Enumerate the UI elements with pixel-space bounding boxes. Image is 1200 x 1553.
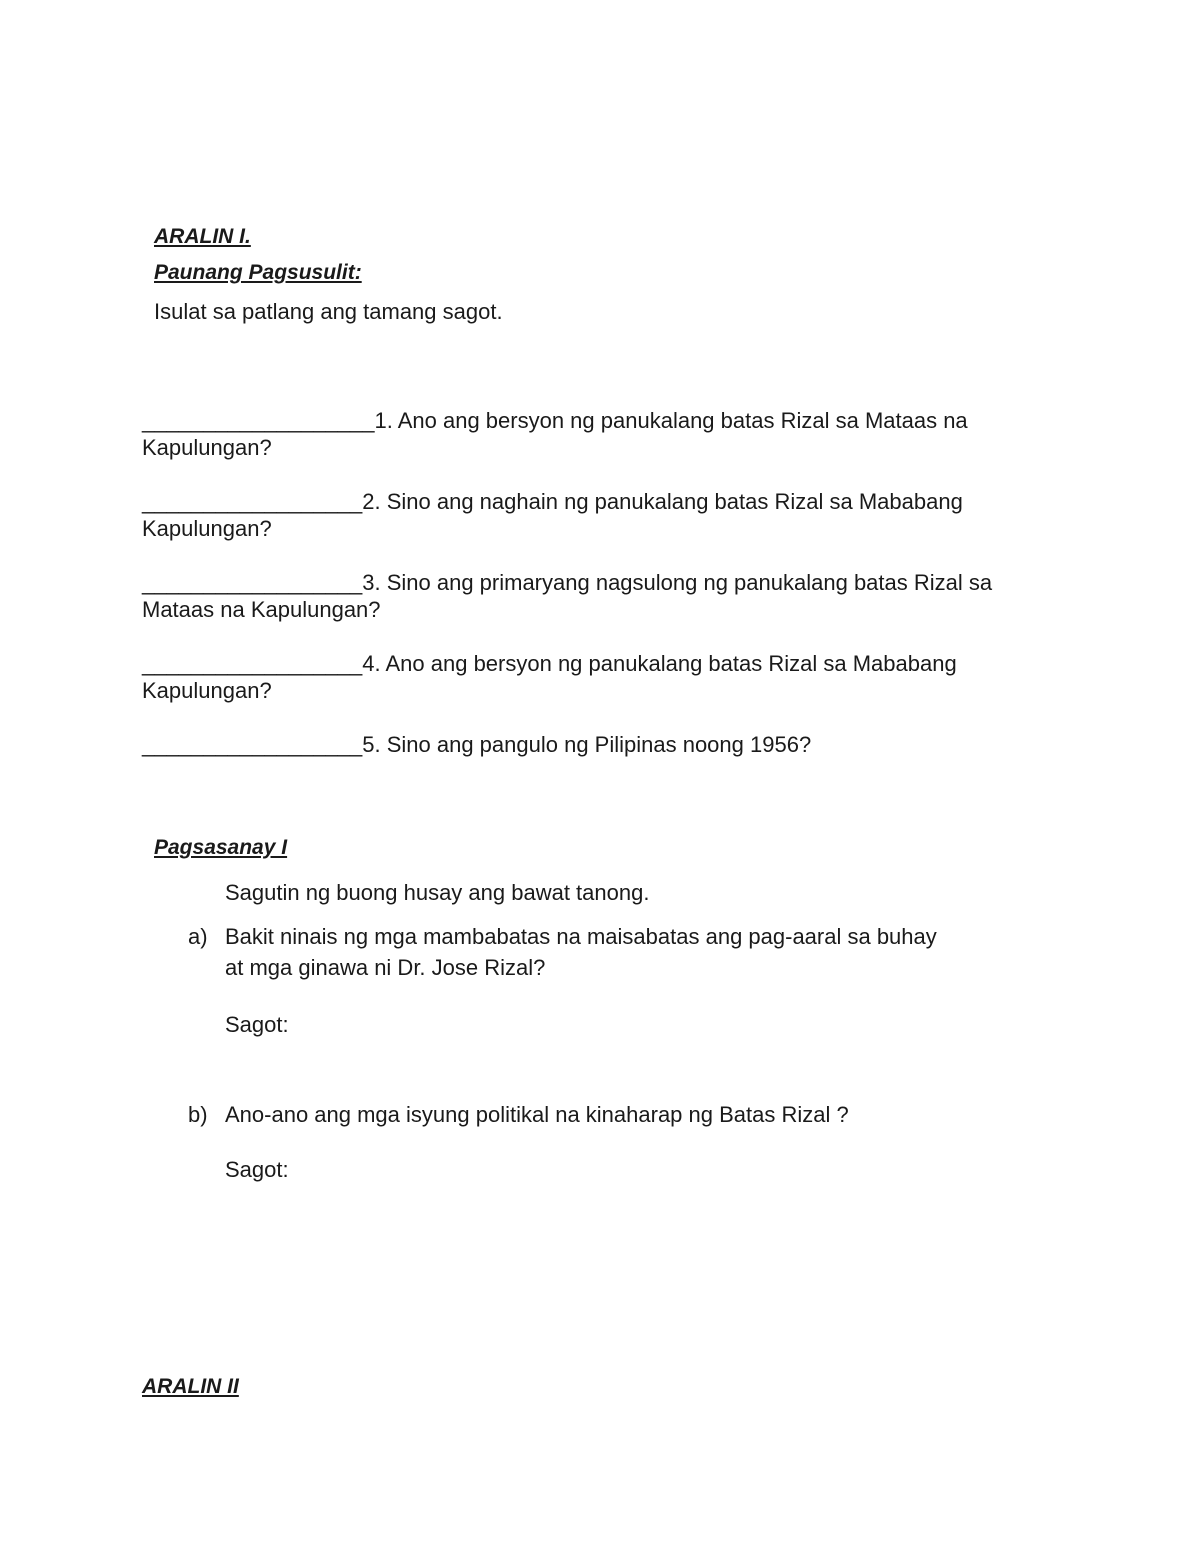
pretest-question-5 bbox=[142, 731, 1062, 758]
answer-blank[interactable]: __________________ bbox=[142, 570, 363, 595]
item-question: Bakit ninais ng mga mambabatas na maisabatas ang pag-aaral sa buhay bbox=[225, 924, 937, 949]
answer-label: Sagot: bbox=[225, 1012, 289, 1037]
question-text: 3. Sino ang primaryang nagsulong ng panukalang batas Rizal sa bbox=[362, 570, 993, 595]
answer-label: Sagot: bbox=[225, 1157, 289, 1182]
item-question-continued: at mga ginawa ni Dr. Jose Rizal? bbox=[225, 955, 546, 980]
question-text-continued: Kapulungan? bbox=[142, 435, 272, 460]
item-marker: b) bbox=[188, 1102, 208, 1127]
question-text-continued: Kapulungan? bbox=[142, 516, 272, 541]
question-text: 5. Sino ang pangulo ng Pilipinas noong 1956? bbox=[362, 732, 812, 757]
pretest-title: Paunang Pagsusulit: bbox=[154, 261, 362, 284]
answer-blank[interactable]: ___________________ bbox=[142, 408, 375, 433]
pretest-question-2 bbox=[142, 488, 1062, 542]
question-text: 4. Ano ang bersyon ng panukalang batas Rizal sa Mababang bbox=[362, 651, 957, 676]
answer-blank[interactable]: __________________ bbox=[142, 651, 363, 676]
item-marker: a) bbox=[188, 924, 208, 949]
pretest-question-3 bbox=[142, 569, 1062, 623]
pretest-question-1 bbox=[142, 407, 1062, 461]
question-text: 1. Ano ang bersyon ng panukalang batas Rizal sa Mataas na bbox=[374, 408, 968, 433]
exercise-instruction: Sagutin ng buong husay ang bawat tanong. bbox=[225, 880, 650, 905]
question-text: 2. Sino ang naghain ng panukalang batas Rizal sa Mababang bbox=[362, 489, 963, 514]
question-text-continued: Mataas na Kapulungan? bbox=[142, 597, 381, 622]
pretest-instruction: Isulat sa patlang ang tamang sagot. bbox=[154, 299, 503, 324]
answer-blank[interactable]: __________________ bbox=[142, 732, 363, 757]
answer-blank[interactable]: __________________ bbox=[142, 489, 363, 514]
lesson2-title: ARALIN II bbox=[142, 1375, 239, 1398]
question-text-continued: Kapulungan? bbox=[142, 678, 272, 703]
exercise-title: Pagsasanay I bbox=[154, 836, 288, 859]
item-question: Ano-ano ang mga isyung politikal na kinaharap ng Batas Rizal ? bbox=[225, 1102, 849, 1127]
lesson1-title: ARALIN I. bbox=[154, 225, 251, 248]
pretest-question-4 bbox=[142, 650, 1062, 704]
